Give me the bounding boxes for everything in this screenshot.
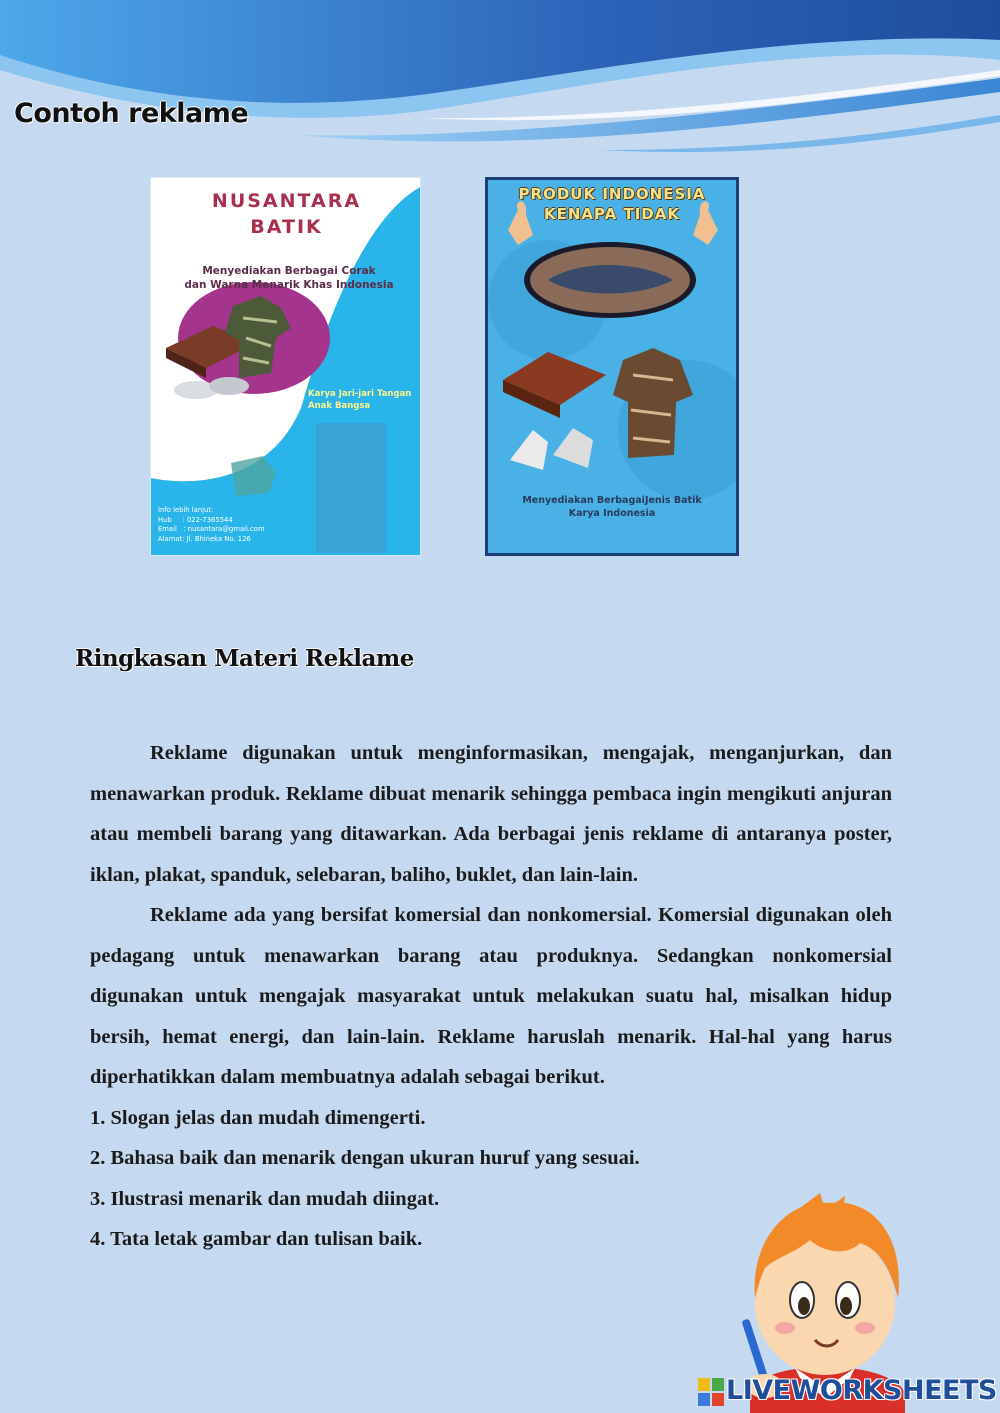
poster-2-tagline-line: Menyediakan BerbagaiJenis Batik — [522, 495, 702, 506]
liveworksheets-watermark — [680, 1374, 995, 1410]
poster-1-info-line: Info lebih lanjut: — [158, 506, 214, 514]
poster-1-info-line: Email : nusantara@gmail.com — [158, 525, 265, 533]
poster-1-karya-line: Anak Bangsa — [308, 401, 371, 411]
poster-1-tagline — [169, 264, 409, 292]
section-title-ringkasan-materi: Ringkasan Materi Reklame — [75, 645, 414, 672]
summary-body — [90, 733, 892, 1260]
poster-nusantara-batik — [150, 177, 421, 556]
list-item: 2. Bahasa baik dan menarik dengan ukuran huruf yang sesuai. — [90, 1147, 640, 1169]
section-title-contoh-reklame: Contoh reklame — [14, 98, 249, 129]
list-item: 3. Ilustrasi menarik dan mudah diingat. — [90, 1187, 440, 1210]
poster-1-info-line: Alamat: Jl. Bhineka No. 126 — [158, 534, 251, 543]
poster-1-karya-line: Karya Jari-jari Tangan — [308, 389, 412, 399]
poster-1-title-line: BATIK — [250, 216, 323, 238]
poster-2-title — [488, 184, 736, 224]
list-item: 1. Slogan jelas dan mudah dimengerti. — [90, 1106, 426, 1129]
poster-produk-indonesia — [485, 177, 739, 556]
watermark-text: LIVEWORKSHEETS — [726, 1375, 997, 1406]
poster-2-title-line: KENAPA TIDAK — [544, 205, 680, 223]
header-wave-decoration — [0, 0, 1000, 170]
poster-1-title-line: NUSANTARA — [211, 190, 362, 212]
poster-1-contact-info — [158, 506, 265, 544]
poster-1-tagline-line: dan Warna Menarik Khas Indonesia — [184, 279, 394, 291]
paragraph-1: Reklame digunakan untuk menginformasikan, mengajak, menganjurkan, dan menawarkan produk. Reklame dibuat menarik sehingga pembaca ingin mengikuti anjuran atau membeli barang yang ditawarkan. Ada berbagai jenis reklame di antaranya poster, iklan, plakat, spanduk, selebaran, baliho, buklet, dan lain-lain. — [90, 742, 892, 886]
poster-1-karya-text — [308, 388, 411, 412]
liveworksheets-logo-icon — [698, 1378, 724, 1406]
poster-1-tagline-line: Menyediakan Berbagai Corak — [202, 265, 376, 277]
list-item: 4. Tata letak gambar dan tulisan baik. — [90, 1228, 423, 1250]
paragraph-2: Reklame ada yang bersifat komersial dan nonkomersial. Komersial digunakan oleh pedagang untuk menawarkan barang atau produknya. Sedangkan nonkomersial digunakan untuk mengajak masyarakat untuk melakukan suatu hal, misalkan hidup bersih, hemat energi, dan lain-lain. Reklame haruslah menarik. Hal-hal yang harus diperhatikkan dalam membuatnya adalah sebagai berikut. — [90, 904, 892, 1088]
poster-2-tagline — [488, 494, 736, 520]
poster-1-title — [151, 188, 421, 240]
poster-2-tagline-line: Karya Indonesia — [568, 508, 656, 519]
poster-1-info-line: Hub : 022-7365544 — [158, 515, 233, 524]
poster-2-title-line: PRODUK INDONESIA — [518, 185, 706, 203]
